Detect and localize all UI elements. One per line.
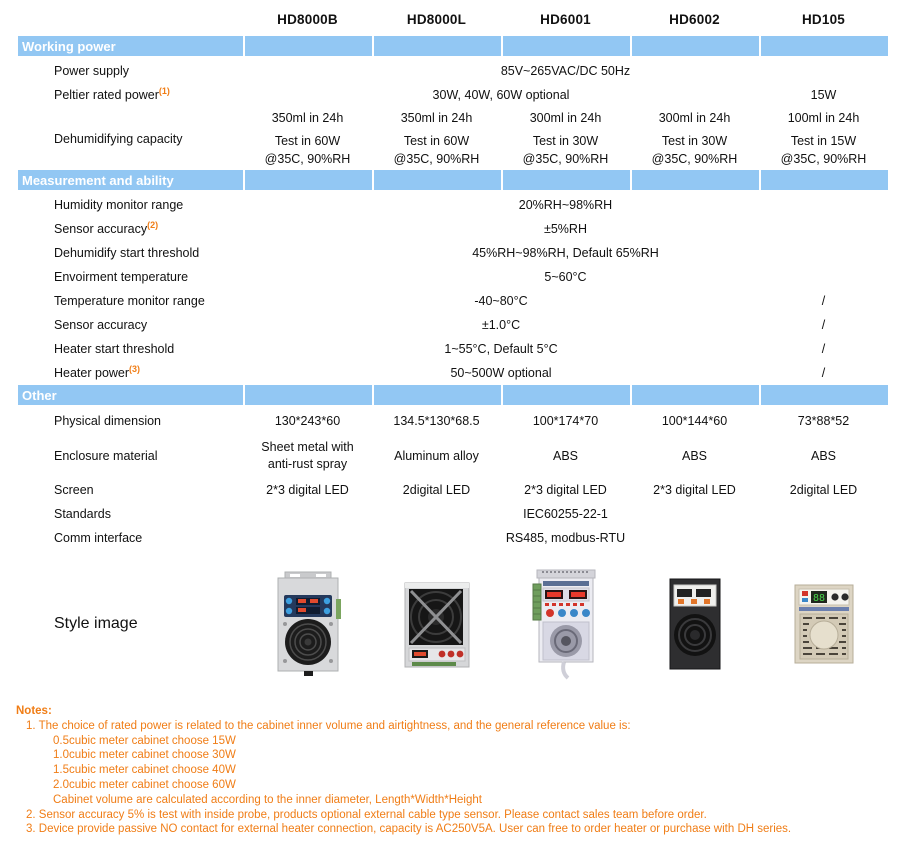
spec-label: Comm interface — [54, 531, 143, 545]
spec-row-standards — [18, 502, 888, 526]
spec-value: 2digital LED — [402, 483, 471, 497]
spec-label: Dehumidify start threshold — [54, 246, 200, 260]
spec-value: ±1.0°C — [481, 318, 521, 332]
spec-row-environment-temperature — [18, 265, 888, 289]
hd8000l-device-image — [402, 578, 472, 670]
spec-row-heater-threshold — [18, 337, 888, 361]
spec-value: 100*144*60 — [661, 414, 728, 428]
spec-label: Dehumidifying capacity — [54, 131, 183, 146]
spec-value-hd105: / — [821, 342, 826, 356]
spec-label: Style image — [54, 615, 138, 632]
footnote-ref-1: (1) — [158, 85, 170, 96]
note-1: 1. The choice of rated power is related to the cabinet inner volume and airtightness, and the general reference value is: — [26, 719, 631, 732]
spec-value: 20%RH~98%RH — [518, 198, 613, 212]
spec-value: 85V~265VAC/DC 50Hz — [500, 64, 631, 78]
capacity-cell-hd105: 100ml in 24h Test in 15W @35C, 90%RH — [780, 111, 867, 166]
spec-label: Power supply — [54, 64, 130, 78]
spec-value: RS485, modbus-RTU — [505, 531, 626, 545]
section-title: Working power — [18, 36, 243, 56]
spec-value-hd105: / — [821, 318, 826, 332]
spec-value: Sheet metal with anti-rust spray — [261, 440, 354, 471]
hd8000b-device-image — [273, 571, 343, 677]
hd105-device-image — [792, 581, 856, 667]
capacity-cell-hd6001: 300ml in 24h Test in 30W @35C, 90%RH — [522, 111, 609, 166]
product-photo-hd105 — [759, 550, 888, 698]
spec-value: ABS — [681, 448, 707, 463]
hd6002-device-image — [667, 576, 723, 672]
notes-section — [16, 704, 900, 837]
spec-row-style-image — [18, 550, 888, 698]
spec-value: 73*88*52 — [797, 414, 850, 428]
spec-row-temperature-range — [18, 289, 888, 313]
spec-row-sensor-accuracy-temp — [18, 313, 888, 337]
product-photo-hd6001 — [501, 550, 630, 698]
spec-value-hd105: / — [821, 294, 826, 308]
product-name-hd6002: HD6002 — [669, 11, 720, 27]
spec-value: ABS — [810, 448, 836, 463]
section-band-measurement — [18, 170, 888, 190]
spec-row-humidity-range — [18, 193, 888, 217]
spec-value: 100*174*70 — [532, 414, 599, 428]
spec-value: ABS — [552, 448, 578, 463]
capacity-cell-hd8000b: 350ml in 24h Test in 60W @35C, 90%RH — [264, 111, 351, 166]
section-band-working-power — [18, 36, 888, 56]
spec-label: Sensor accuracy — [54, 318, 148, 332]
spec-value: Aluminum alloy — [394, 448, 479, 463]
spec-label: Sensor accuracy$^{(2)}$ — [54, 219, 159, 236]
note-1-sub-volume: Cabinet volume are calculated according to the inner diameter, Length*Width*Height — [53, 793, 482, 806]
spec-value: -40~80°C — [474, 294, 528, 308]
spec-row-dehumidify-threshold — [18, 241, 888, 265]
spec-row-sensor-accuracy-rh — [18, 217, 888, 241]
capacity-cell-hd6002: 300ml in 24h Test in 30W @35C, 90%RH — [651, 111, 738, 166]
product-photo-hd8000l — [372, 550, 501, 698]
spec-label: Temperature monitor range — [54, 294, 205, 308]
spec-value: 2*3 digital LED — [266, 483, 349, 497]
section-title: Other — [18, 385, 243, 405]
spec-value: 30W, 40W, 60W optional — [432, 88, 570, 102]
note-1-sub-15w: 0.5cubic meter cabinet choose 15W — [53, 734, 236, 747]
spec-label: Peltier rated power$^{(1)}$ — [54, 85, 170, 102]
product-name-hd105: HD105 — [801, 11, 846, 27]
note-2: 2. Sensor accuracy 5% is test with inside probe, products optional external cable type sensor. Please contact sales team before order. — [26, 808, 707, 821]
product-header-row — [18, 2, 888, 36]
spec-value: 2*3 digital LED — [524, 483, 607, 497]
spec-label: Physical dimension — [54, 414, 161, 428]
spec-value: 2*3 digital LED — [653, 483, 736, 497]
spec-label: Heater start threshold — [54, 342, 175, 356]
spec-row-enclosure-material — [18, 434, 888, 478]
spec-label: Heater power$^{(3)}$ — [54, 363, 141, 380]
spec-value: 50~500W optional — [450, 366, 552, 380]
hd6001-device-image — [530, 568, 602, 680]
capacity-cell-hd8000l: 350ml in 24h Test in 60W @35C, 90%RH — [393, 111, 480, 166]
spec-label: Screen — [54, 483, 94, 497]
product-photo-hd6002 — [630, 550, 759, 698]
spec-label: Envoirment temperature — [54, 270, 189, 284]
product-name-hd8000b: HD8000B — [277, 11, 338, 27]
spec-value: 1~55°C, Default 5°C — [444, 342, 558, 356]
spec-value: 5~60°C — [544, 270, 587, 284]
note-1-sub-30w: 1.0cubic meter cabinet choose 30W — [53, 749, 236, 762]
spec-row-dehumidifying-capacity — [18, 107, 888, 170]
spec-row-power-supply — [18, 59, 888, 83]
spec-value-hd105: 15W — [810, 88, 837, 102]
spec-value: 2digital LED — [789, 483, 858, 497]
note-1-sub-60w: 2.0cubic meter cabinet choose 60W — [53, 778, 236, 791]
spec-value: 45%RH~98%RH, Default 65%RH — [472, 246, 659, 260]
spec-row-heater-power — [18, 361, 888, 385]
svg-text:88: 88 — [812, 593, 825, 604]
spec-value: 130*243*60 — [274, 414, 341, 428]
product-name-hd8000l: HD8000L — [406, 11, 467, 27]
footnote-ref-3: (3) — [129, 363, 141, 374]
note-1-sub-40w: 1.5cubic meter cabinet choose 40W — [53, 764, 236, 777]
spec-label: Standards — [54, 507, 111, 521]
spec-row-comm-interface — [18, 526, 888, 550]
product-name-hd6001: HD6001 — [540, 11, 591, 27]
note-3: 3. Device provide passive NO contact for external heater connection, capacity is AC250V5A. User can free to order heater or purchase with DH series. — [26, 823, 792, 836]
spec-value: 134.5*130*68.5 — [393, 414, 480, 428]
spec-table — [18, 2, 888, 698]
spec-value: ±5%RH — [544, 222, 587, 236]
spec-row-screen — [18, 478, 888, 502]
product-photo-hd8000b — [243, 550, 372, 698]
spec-value-hd105: / — [821, 366, 826, 380]
spec-value: IEC60255-22-1 — [523, 507, 608, 521]
spec-row-peltier-power — [18, 83, 888, 107]
spec-row-physical-dimension — [18, 408, 888, 434]
notes-title: Notes: — [16, 705, 52, 717]
footnote-ref-2: (2) — [147, 219, 159, 230]
spec-label: Enclosure material — [54, 449, 158, 463]
section-band-other — [18, 385, 888, 405]
spec-label: Humidity monitor range — [54, 198, 184, 212]
section-title: Measurement and ability — [18, 170, 243, 190]
